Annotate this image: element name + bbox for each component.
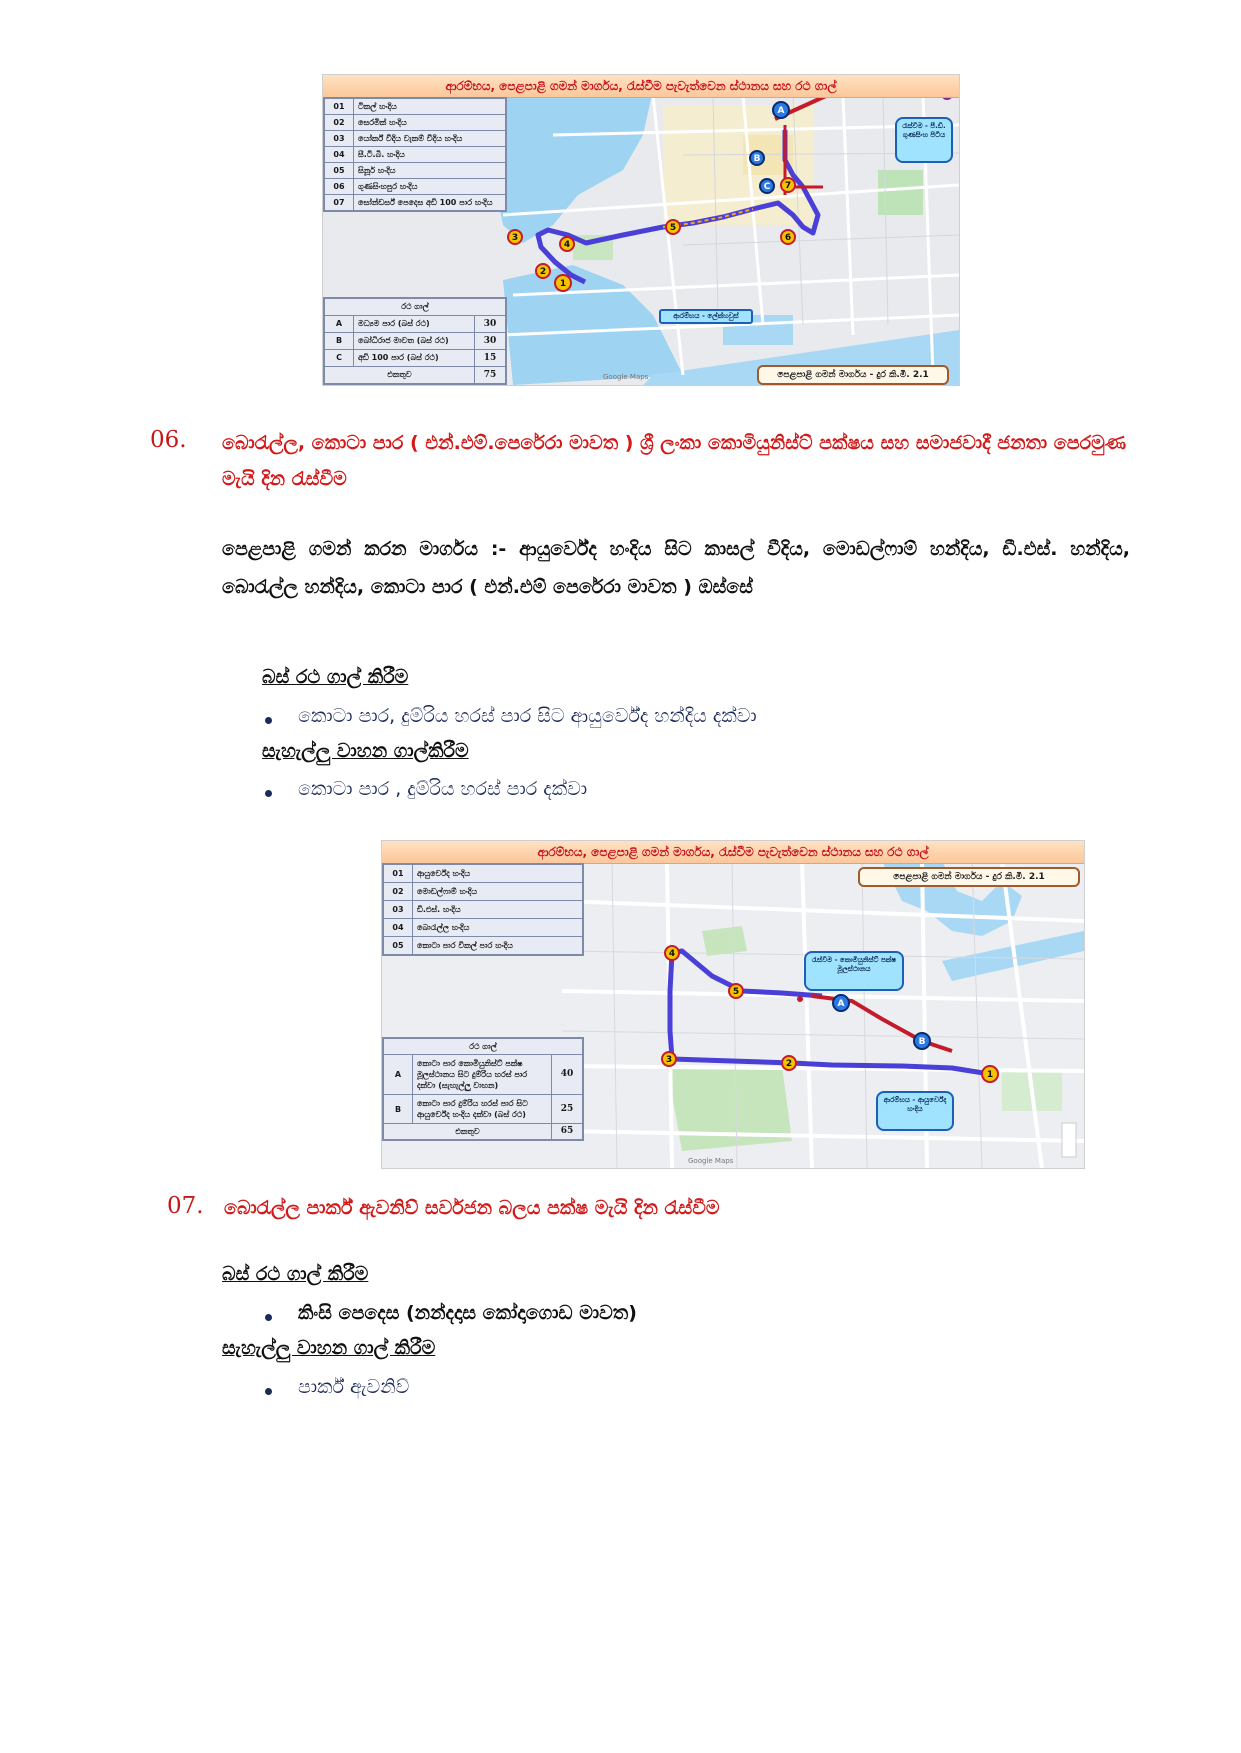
section-07-light-item: පාර්ක් ඇවනිව්: [298, 1376, 410, 1398]
table-row: [325, 147, 506, 163]
figure-1-stops-legend: [323, 97, 507, 212]
section-06-light-item: කොටා පාර , දුම්රිය හරස් පාර දක්වා: [298, 778, 588, 800]
section-07-title: බොරැල්ල පාර්ක් ඇවනිව් සර්වජන බලය පක්ෂ මැයි දින රැස්වීම: [224, 1197, 720, 1219]
table-row: [384, 901, 583, 919]
table-row: [384, 1039, 583, 1055]
stop-number: 03: [325, 131, 354, 147]
section-06-bus-heading: බස් රථ ගාල් කිරීම: [262, 666, 409, 688]
stop-name: ගුණසිංහපුර හංදිය: [354, 179, 506, 195]
parking-name: බෝධිරාජ මාවත (බස් රථ): [354, 333, 475, 350]
stop-number: 04: [325, 147, 354, 163]
figure-2-stops-legend: [382, 863, 584, 956]
svg-text:7: 7: [784, 181, 792, 191]
stop-number: 05: [325, 163, 354, 179]
figure-1-map-brand: Google Maps: [603, 373, 649, 381]
section-07-bus-item: කිංසි පෙදෙස (නන්දදාස කෝදාගොඩ මාවත): [298, 1302, 637, 1324]
figure-1-venue-callout: රැස්වීම - පී.ඩී. ගුණසිංහ පිටිය: [895, 117, 953, 163]
parking-id: B: [384, 1095, 413, 1124]
stop-name: සෙරමික් හංදිය: [354, 115, 506, 131]
parking-name: මධ්‍යම පාර (බස් රථ): [354, 316, 475, 333]
figure-2-title: ආරම්භය, පෙළපාළි ගමන් මාර්ගය, රැස්වීම පැවැත්වෙන ස්ථානය සහ රථ ගාල්: [382, 841, 1084, 864]
stop-number: 06: [325, 179, 354, 195]
stop-number: 07: [325, 195, 354, 211]
parking-count: 25: [552, 1095, 583, 1124]
parking-header: රථ ගාල්: [325, 299, 506, 316]
section-07-bus-heading: බස් රථ ගාල් කිරීම: [222, 1263, 369, 1285]
stop-name: මොඩල්ෆාම් හංදිය: [413, 883, 583, 901]
stop-name: බොරැල්ල හංදිය: [413, 919, 583, 937]
svg-text:4: 4: [563, 240, 571, 250]
section-07-number: 07.: [167, 1193, 204, 1219]
figure-2-parking-legend: [382, 1037, 584, 1141]
parking-id: A: [384, 1055, 413, 1095]
stop-number: 02: [384, 883, 413, 901]
parking-name: කොටා පාර කොමියුනිස්ට් පක්ෂ මූලස්ථානය සිට දුම්රිය හරස් පාර දක්වා (සැහැල්ලු වාහන): [413, 1055, 552, 1095]
svg-text:3: 3: [511, 233, 519, 243]
stop-name: කොටා පාර විකල් පාර හංදිය: [413, 937, 583, 955]
section-06-number: 06.: [150, 427, 187, 453]
table-row: [325, 163, 506, 179]
figure-1-title: ආරම්භය, පෙළපාළි ගමන් මාර්ගය, රැස්වීම පැවැත්වෙන ස්ථානය සහ රථ ගාල්: [323, 75, 959, 98]
table-row: [325, 350, 506, 367]
svg-text:3: 3: [665, 1055, 673, 1065]
svg-text:C: C: [763, 182, 771, 192]
svg-text:A: A: [837, 999, 845, 1009]
section-06-light-heading: සැහැල්ලු වාහන ගාල්කිරීම: [262, 740, 469, 762]
map-figure-1: [322, 74, 960, 386]
svg-text:5: 5: [669, 223, 677, 233]
table-row: [325, 333, 506, 350]
stop-name: යෝර්ක් වීදිය වැකම් වීදිය හංදිය: [354, 131, 506, 147]
figure-2-distance-box: පෙළපාළි ගමන් මාර්ගය - දුර කි.මී. 2.1: [858, 867, 1080, 887]
stop-name: ටිකල් හංදිය: [354, 99, 506, 115]
svg-text:1: 1: [986, 1070, 994, 1080]
svg-text:2: 2: [785, 1059, 793, 1069]
section-06-route: පෙළපාළි ගමන් කරන මාර්ගය :- ආයුර්වේද හංදිය සිට කාසල් වීදිය, මොඩල්ෆාම් හන්දිය, ඩී.එස්. හන්දිය, බොරැල්ල හන්දිය, කොටා පාර ( එන්.එම් පෙරේරා මාවත ) ඔස්සේ: [222, 538, 1130, 598]
table-row: [325, 115, 506, 131]
total-count: 75: [475, 367, 506, 384]
stop-number: 05: [384, 937, 413, 955]
parking-id: A: [325, 316, 354, 333]
figure-2-map-brand: Google Maps: [688, 1157, 734, 1165]
stop-number: 02: [325, 115, 354, 131]
svg-text:1: 1: [559, 279, 567, 289]
svg-text:A: A: [777, 106, 785, 116]
parking-header: රථ ගාල්: [384, 1039, 583, 1055]
table-row: [384, 883, 583, 901]
table-row: [384, 1124, 583, 1140]
parking-count: 30: [475, 316, 506, 333]
figure-1-parking-legend: [323, 297, 507, 385]
svg-text:B: B: [753, 154, 761, 164]
svg-text:5: 5: [732, 987, 740, 997]
stop-number: 03: [384, 901, 413, 919]
table-row: [384, 1055, 583, 1095]
parking-name: කොටා පාර දුම්රිය හරස් පාර සිට ආයුර්වේද හංදිය දක්වා (බස් රථ): [413, 1095, 552, 1124]
bullet-icon: [265, 1314, 272, 1321]
section-06-title: බොරැල්ල, කොටා පාර ( එන්.එම්.පෙරේරා මාවත ) ශ්‍රී ලංකා කොමියුනිස්ට් පක්ෂය සහ සමාජවාදී ජනතා පෙරමුණ මැයි දින රැස්වීම: [222, 432, 1127, 490]
table-row: [325, 195, 506, 211]
figure-2-venue-callout: රැස්වීම - කොමියුනිස්ට් පක්ෂ මූලස්ථානය: [804, 951, 904, 991]
stop-name: සිනූර් හංදිය: [354, 163, 506, 179]
stop-name: ආයුර්වේද හංදිය: [413, 865, 583, 883]
figure-1-start-tag: ආරම්භය - ලේක්හවුස්: [659, 309, 753, 324]
table-row: [325, 179, 506, 195]
stop-name: ඩී.එස්. හංදිය: [413, 901, 583, 919]
parking-count: 15: [475, 350, 506, 367]
bullet-icon: [265, 790, 272, 797]
table-row: [325, 367, 506, 384]
table-row: [325, 99, 506, 115]
parking-count: 30: [475, 333, 506, 350]
total-label: එකතුව: [384, 1124, 552, 1140]
stop-number: 01: [384, 865, 413, 883]
table-row: [325, 299, 506, 316]
parking-count: 40: [552, 1055, 583, 1095]
svg-text:B: B: [918, 1037, 926, 1047]
stop-number: 04: [384, 919, 413, 937]
figure-1-distance-box: පෙළපාළි ගමන් මාර්ගය - දුර කි.මී. 2.1: [757, 365, 949, 385]
section-07-light-heading: සැහැල්ලු වාහන ගාල් කිරීම: [222, 1337, 436, 1359]
table-row: [325, 316, 506, 333]
total-label: එකතුව: [325, 367, 475, 384]
table-row: [384, 865, 583, 883]
table-row: [384, 937, 583, 955]
section-06-bus-item: කොටා පාර, දුම්රිය හරස් පාර සිට ආයුර්වේද හන්දිය දක්වා: [298, 705, 757, 727]
table-row: [325, 131, 506, 147]
stop-name: සෝන්ඩර්ස් පෙදෙස අඩි 100 පාර හංදිය: [354, 195, 506, 211]
parking-id: B: [325, 333, 354, 350]
parking-name: අඩි 100 පාර (බස් රථ): [354, 350, 475, 367]
stop-name: සී.ටී.බී. හංදිය: [354, 147, 506, 163]
stop-number: 01: [325, 99, 354, 115]
table-row: [384, 919, 583, 937]
parking-id: C: [325, 350, 354, 367]
table-row: [384, 1095, 583, 1124]
figure-2-start-callout: ආරම්භය - ආයුර්වේද හංදිය: [876, 1091, 954, 1131]
map-figure-2: [381, 840, 1085, 1169]
bullet-icon: [265, 717, 272, 724]
bullet-icon: [265, 1388, 272, 1395]
svg-text:4: 4: [668, 949, 676, 959]
svg-text:2: 2: [539, 267, 547, 277]
total-count: 65: [552, 1124, 583, 1140]
svg-text:6: 6: [784, 233, 792, 243]
